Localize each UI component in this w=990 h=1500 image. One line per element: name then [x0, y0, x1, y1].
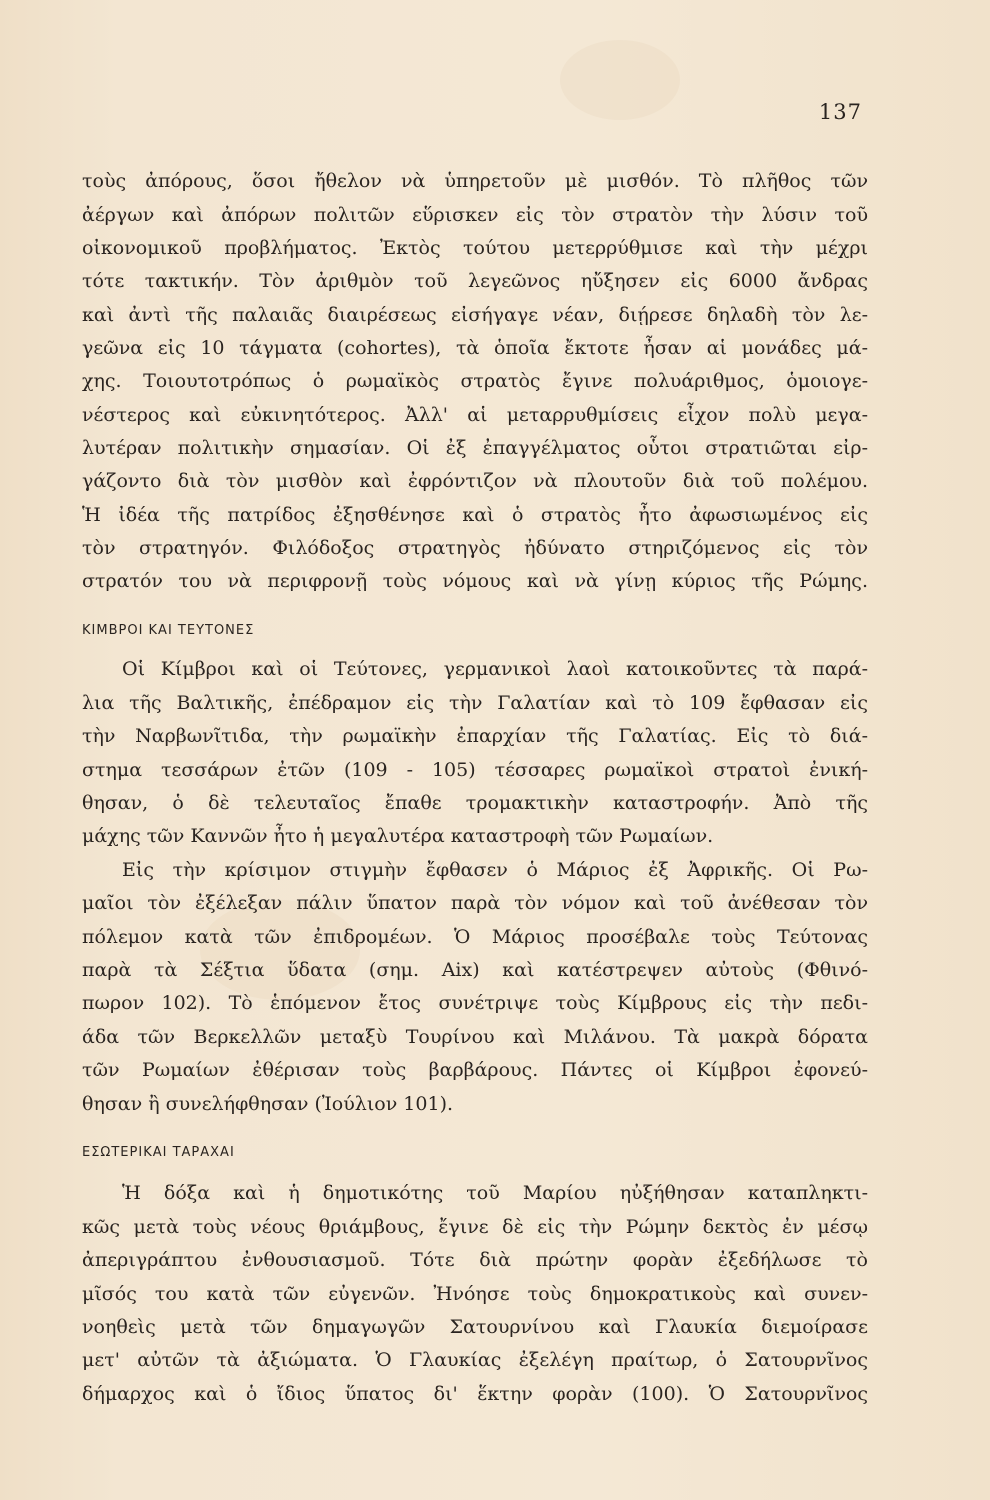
text-line: χης. Τοιουτοτρόπως ὁ ρωμαϊκὸς στρατὸς ἔγινε πολυάριθμος, ὁμοιογε- — [82, 370, 868, 392]
text-line: μάχης τῶν Καννῶν ἦτο ἡ μεγαλυτέρα καταστροφὴ τῶν Ρωμαίων. — [82, 825, 714, 847]
text-line: καὶ ἀντὶ τῆς παλαιᾶς διαιρέσεως εἰσήγαγε νέαν, διῄρεσε δηλαδὴ τὸν λε- — [82, 304, 868, 326]
text-line: τότε τακτικήν. Τὸν ἀριθμὸν τοῦ λεγεῶνος ηὔξησεν εἰς 6000 ἄνδρας — [82, 270, 868, 292]
text-line: νέστερος καὶ εὐκινητότερος. Ἀλλ' αἱ μεταρρυθμίσεις εἶχον πολὺ μεγα- — [82, 404, 868, 426]
text-line: λια τῆς Βαλτικῆς, ἐπέδραμον εἰς τὴν Γαλατίαν καὶ τὸ 109 ἔφθασαν εἰς — [82, 692, 868, 714]
text-line: πωρον 102). Τὸ ἑπόμενον ἔτος συνέτριψε τοὺς Κίμβρους εἰς τὴν πεδι- — [82, 992, 868, 1014]
text-line: νοηθεὶς μετὰ τῶν δημαγωγῶν Σατουρνίνου καὶ Γλαυκία διεμοίρασε — [82, 1316, 868, 1338]
text-line: πόλεμον κατὰ τῶν ἐπιδρομέων. Ὁ Μάριος προσέβαλε τοὺς Τεύτονας — [82, 926, 868, 948]
text-line: τὸν στρατηγόν. Φιλόδοξος στρατηγὸς ἠδύνατο στηριζόμενος εἰς τὸν — [82, 537, 868, 559]
text-line: μῖσός του κατὰ τῶν εὐγενῶν. Ἠνόησε τοὺς δημοκρατικοὺς καὶ συνεν- — [82, 1283, 868, 1305]
text-line: στρατόν του νὰ περιφρονῇ τοὺς νόμους καὶ νὰ γίνῃ κύριος τῆς Ρώμης. — [82, 570, 868, 592]
text-line: ἀπεριγράπτου ἐνθουσιασμοῦ. Τότε διὰ πρώτην φορὰν ἐξεδήλωσε τὸ — [82, 1249, 868, 1271]
section-heading: ΚΙΜΒΡΟΙ ΚΑΙ ΤΕΥΤΟΝΕΣ — [82, 623, 255, 638]
paper-stain — [560, 40, 680, 120]
text-line: κῶς μετὰ τοὺς νέους θριάμβους, ἔγινε δὲ εἰς τὴν Ρώμην δεκτὸς ἐν μέσῳ — [82, 1216, 868, 1238]
text-line: δήμαρχος καὶ ὁ ἴδιος ὕπατος δι' ἕκτην φορὰν (100). Ὁ Σατουρνῖνος — [82, 1383, 868, 1405]
text-line: στημα τεσσάρων ἐτῶν (109 - 105) τέσσαρες ρωμαϊκοὶ στρατοὶ ἐνική- — [82, 759, 868, 781]
text-line: Ἡ δόξα καὶ ἡ δημοτικότης τοῦ Μαρίου ηὐξήθησαν καταπληκτι- — [122, 1182, 868, 1204]
text-line: παρὰ τὰ Σέξτια ὕδατα (σημ. Aix) καὶ κατέστρεψεν αὐτοὺς (Φθινό- — [82, 959, 868, 981]
text-line: λυτέραν πολιτικὴν σημασίαν. Οἱ ἐξ ἐπαγγέλματος οὗτοι στρατιῶται εἰρ- — [82, 437, 868, 459]
section-heading: ΕΣΩΤΕΡΙΚΑΙ ΤΑΡΑΧΑΙ — [82, 1145, 235, 1160]
text-line: τῶν Ρωμαίων ἐθέρισαν τοὺς βαρβάρους. Πάντες οἱ Κίμβροι ἐφονεύ- — [82, 1059, 868, 1081]
text-line: τοὺς ἀπόρους, ὅσοι ἤθελον νὰ ὑπηρετοῦν μὲ μισθόν. Τὸ πλῆθος τῶν — [82, 170, 868, 192]
text-line: μετ' αὐτῶν τὰ ἀξιώματα. Ὁ Γλαυκίας ἐξελέγη πραίτωρ, ὁ Σατουρνῖνος — [82, 1349, 868, 1371]
text-line: γάζοντο διὰ τὸν μισθὸν καὶ ἐφρόντιζον νὰ πλουτοῦν διὰ τοῦ πολέμου. — [82, 470, 868, 492]
text-line: Οἱ Κίμβροι καὶ οἱ Τεύτονες, γερμανικοὶ λαοὶ κατοικοῦντες τὰ παρά- — [122, 658, 868, 680]
text-line: οἰκονομικοῦ προβλήματος. Ἐκτὸς τούτου μετερρύθμισε καὶ τὴν μέχρι — [82, 237, 868, 259]
text-line: Ἡ ἰδέα τῆς πατρίδος ἐξησθένησε καὶ ὁ στρατὸς ἦτο ἀφωσιωμένος εἰς — [82, 504, 868, 526]
text-line: τὴν Ναρβωνῖτιδα, τὴν ρωμαϊκὴν ἐπαρχίαν τῆς Γαλατίας. Εἰς τὸ διά- — [82, 725, 868, 747]
text-line: Εἰς τὴν κρίσιμον στιγμὴν ἔφθασεν ὁ Μάριος ἐξ Ἀφρικῆς. Οἱ Ρω- — [122, 859, 868, 881]
text-line: άδα τῶν Βερκελλῶν μεταξὺ Τουρίνου καὶ Μιλάνου. Τὰ μακρὰ δόρατα — [82, 1026, 868, 1048]
text-line: θησαν ἢ συνελήφθησαν (Ἰούλιον 101). — [82, 1093, 454, 1115]
text-line: γεῶνα εἰς 10 τάγματα (cohortes), τὰ ὁποῖα ἔκτοτε ἦσαν αἱ μονάδες μά- — [82, 337, 868, 359]
text-line: θησαν, ὁ δὲ τελευταῖος ἔπαθε τρομακτικὴν καταστροφήν. Ἀπὸ τῆς — [82, 792, 868, 814]
text-line: ἀέργων καὶ ἀπόρων πολιτῶν εὕρισκεν εἰς τὸν στρατὸν τὴν λύσιν τοῦ — [82, 204, 868, 226]
text-line: μαῖοι τὸν ἐξέλεξαν πάλιν ὕπατον παρὰ τὸν νόμον καὶ τοῦ ἀνέθεσαν τὸν — [82, 892, 868, 914]
page-number: 137 — [818, 100, 862, 124]
